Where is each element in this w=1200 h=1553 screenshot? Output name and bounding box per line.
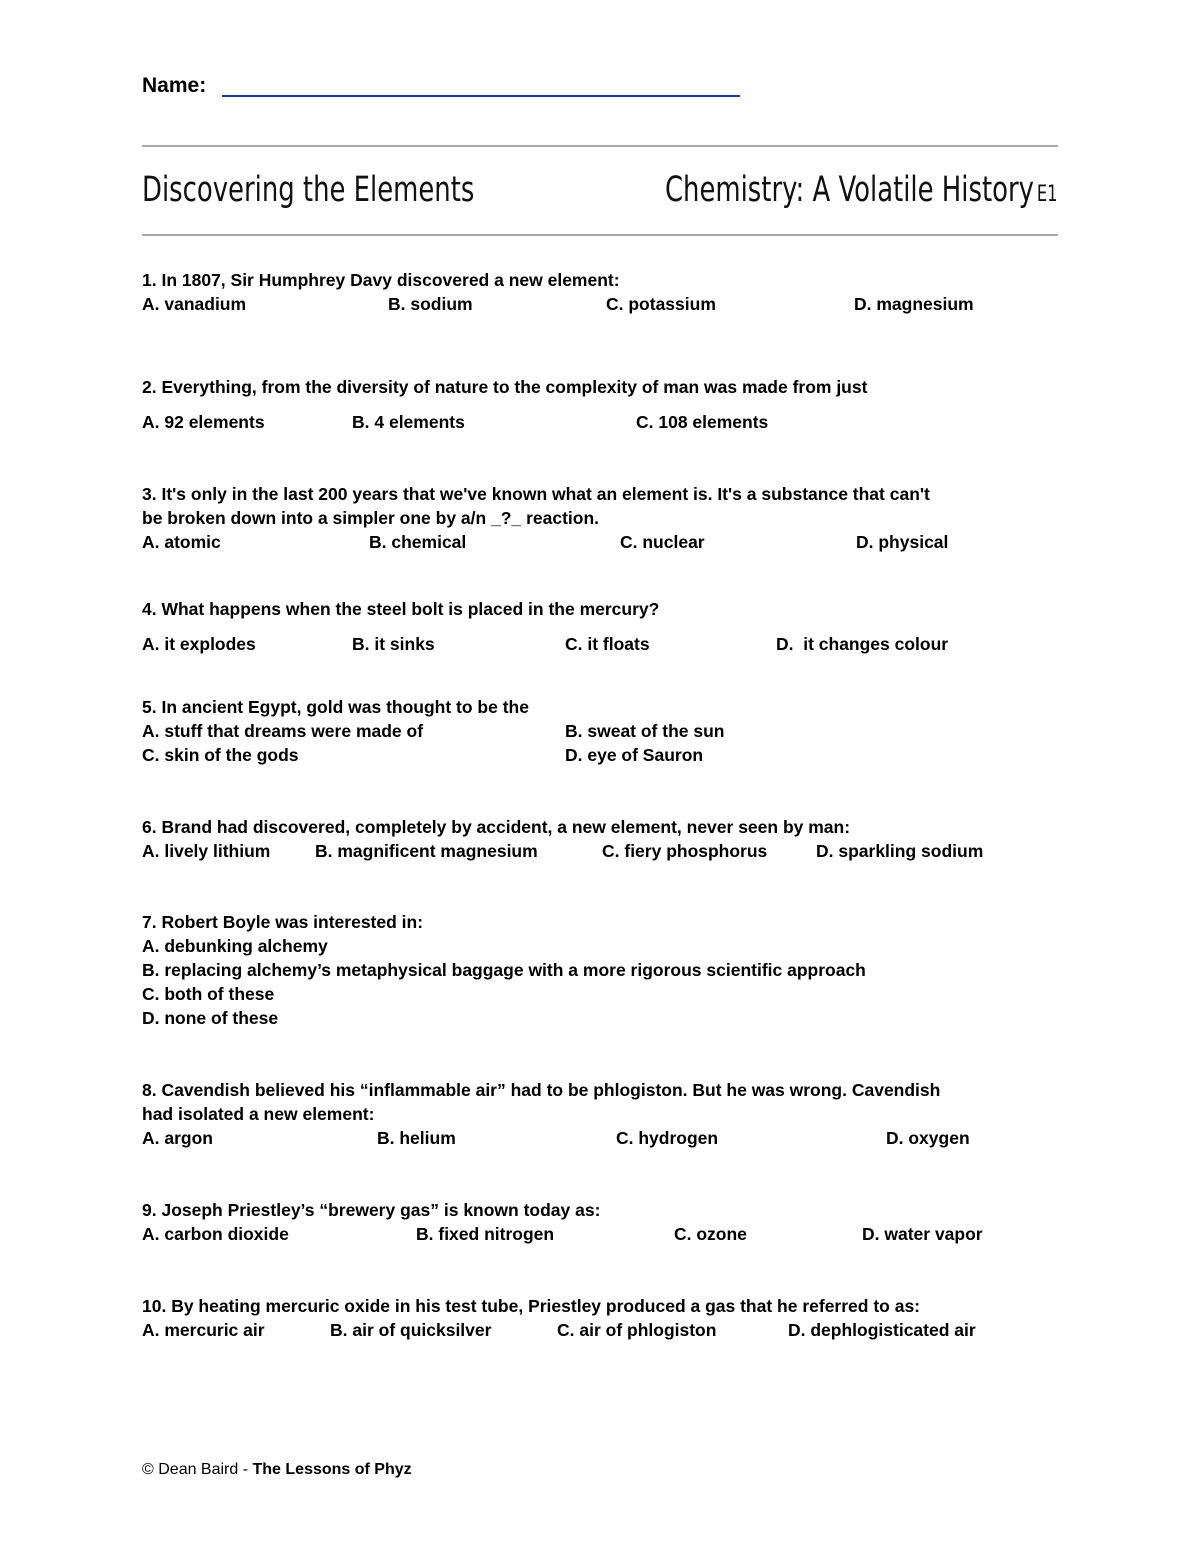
question-3-option-c: C. nuclear <box>620 532 705 552</box>
question-1-option-c: C. potassium <box>606 294 716 314</box>
question-3-option-d: D. physical <box>856 532 949 552</box>
question-10-option-b: B. air of quicksilver <box>330 1320 492 1340</box>
question-6-option-c: C. fiery phosphorus <box>602 841 768 861</box>
question-8-stem: 8. Cavendish believed his “inflammable air” had to be phlogiston. But he was wrong. Cavendish <box>142 1080 941 1100</box>
question-4-option-c: C. it floats <box>565 634 650 654</box>
question-8-option-c: C. hydrogen <box>616 1128 719 1148</box>
page-title: Discovering the Elements <box>142 170 475 210</box>
question-1-stem: 1. In 1807, Sir Humphrey Davy discovered a new element: <box>142 270 620 290</box>
footer-copyright: © Dean Baird - <box>142 1461 253 1478</box>
question-2-option-b: B. 4 elements <box>352 412 465 432</box>
question-5-option-a: A. stuff that dreams were made of <box>142 721 424 741</box>
top-divider <box>142 145 1058 147</box>
question-9-stem: 9. Joseph Priestley’s “brewery gas” is known today as: <box>142 1200 601 1220</box>
question-9-option-c: C. ozone <box>674 1224 747 1244</box>
series-title <box>665 170 1058 210</box>
question-8-option-d: D. oxygen <box>886 1128 970 1148</box>
question-8-option-a: A. argon <box>142 1128 213 1148</box>
question-5-option-b: B. sweat of the sun <box>565 721 725 741</box>
question-9-option-a: A. carbon dioxide <box>142 1224 289 1244</box>
question-2-option-a: A. 92 elements <box>142 412 265 432</box>
question-5-option-c: C. skin of the gods <box>142 745 299 765</box>
question-6-option-a: A. lively lithium <box>142 841 271 861</box>
question-5-stem: 5. In ancient Egypt, gold was thought to be the <box>142 697 529 717</box>
question-6-option-b: B. magnificent magnesium <box>315 841 538 861</box>
question-3-option-b: B. chemical <box>369 532 467 552</box>
bottom-divider <box>142 234 1058 236</box>
footer <box>142 1461 412 1479</box>
question-8-option-b: B. helium <box>377 1128 456 1148</box>
question-3-stem-line-2: be broken down into a simpler one by a/n _?_ reaction. <box>142 508 600 528</box>
question-4-option-b: B. it sinks <box>352 634 435 654</box>
question-4-option-a: A. it explodes <box>142 634 256 654</box>
question-9-option-b: B. fixed nitrogen <box>416 1224 555 1244</box>
name-input-line[interactable] <box>222 95 740 97</box>
question-1-option-d: D. magnesium <box>854 294 974 314</box>
question-6-option-d: D. sparkling sodium <box>816 841 984 861</box>
question-9-option-d: D. water vapor <box>862 1224 983 1244</box>
question-7-option-a: A. debunking alchemy <box>142 936 328 956</box>
question-10-option-a: A. mercuric air <box>142 1320 265 1340</box>
name-label: Name: <box>142 74 207 97</box>
question-10-stem: 10. By heating mercuric oxide in his test tube, Priestley produced a gas that he referred to as: <box>142 1296 921 1316</box>
series-title-text: Chemistry: A Volatile History <box>665 170 1035 210</box>
footer-brand: The Lessons of Phyz <box>252 1461 412 1478</box>
question-7-option-c: C. both of these <box>142 984 275 1004</box>
question-1-option-a: A. vanadium <box>142 294 247 314</box>
question-2-stem: 2. Everything, from the diversity of nature to the complexity of man was made from just <box>142 377 868 397</box>
question-5-option-d: D. eye of Sauron <box>565 745 704 765</box>
question-4-option-d: D. it changes colour <box>776 634 949 654</box>
question-8-stem-line-2: had isolated a new element: <box>142 1104 375 1124</box>
question-10-option-d: D. dephlogisticated air <box>788 1320 976 1340</box>
question-10-option-c: C. air of phlogiston <box>557 1320 717 1340</box>
question-6-stem: 6. Brand had discovered, completely by accident, a new element, never seen by man: <box>142 817 851 837</box>
question-3-stem: 3. It's only in the last 200 years that we've known what an element is. It's a substance that can't <box>142 484 930 504</box>
question-4-stem: 4. What happens when the steel bolt is placed in the mercury? <box>142 599 660 619</box>
question-1-option-b: B. sodium <box>388 294 473 314</box>
series-code: E1 <box>1037 182 1058 207</box>
question-2-option-c: C. 108 elements <box>636 412 769 432</box>
question-7-option-b: B. replacing alchemy’s metaphysical baggage with a more rigorous scientific approach <box>142 960 866 980</box>
question-3-option-a: A. atomic <box>142 532 221 552</box>
question-7-option-d: D. none of these <box>142 1008 279 1028</box>
question-7-stem: 7. Robert Boyle was interested in: <box>142 912 424 932</box>
